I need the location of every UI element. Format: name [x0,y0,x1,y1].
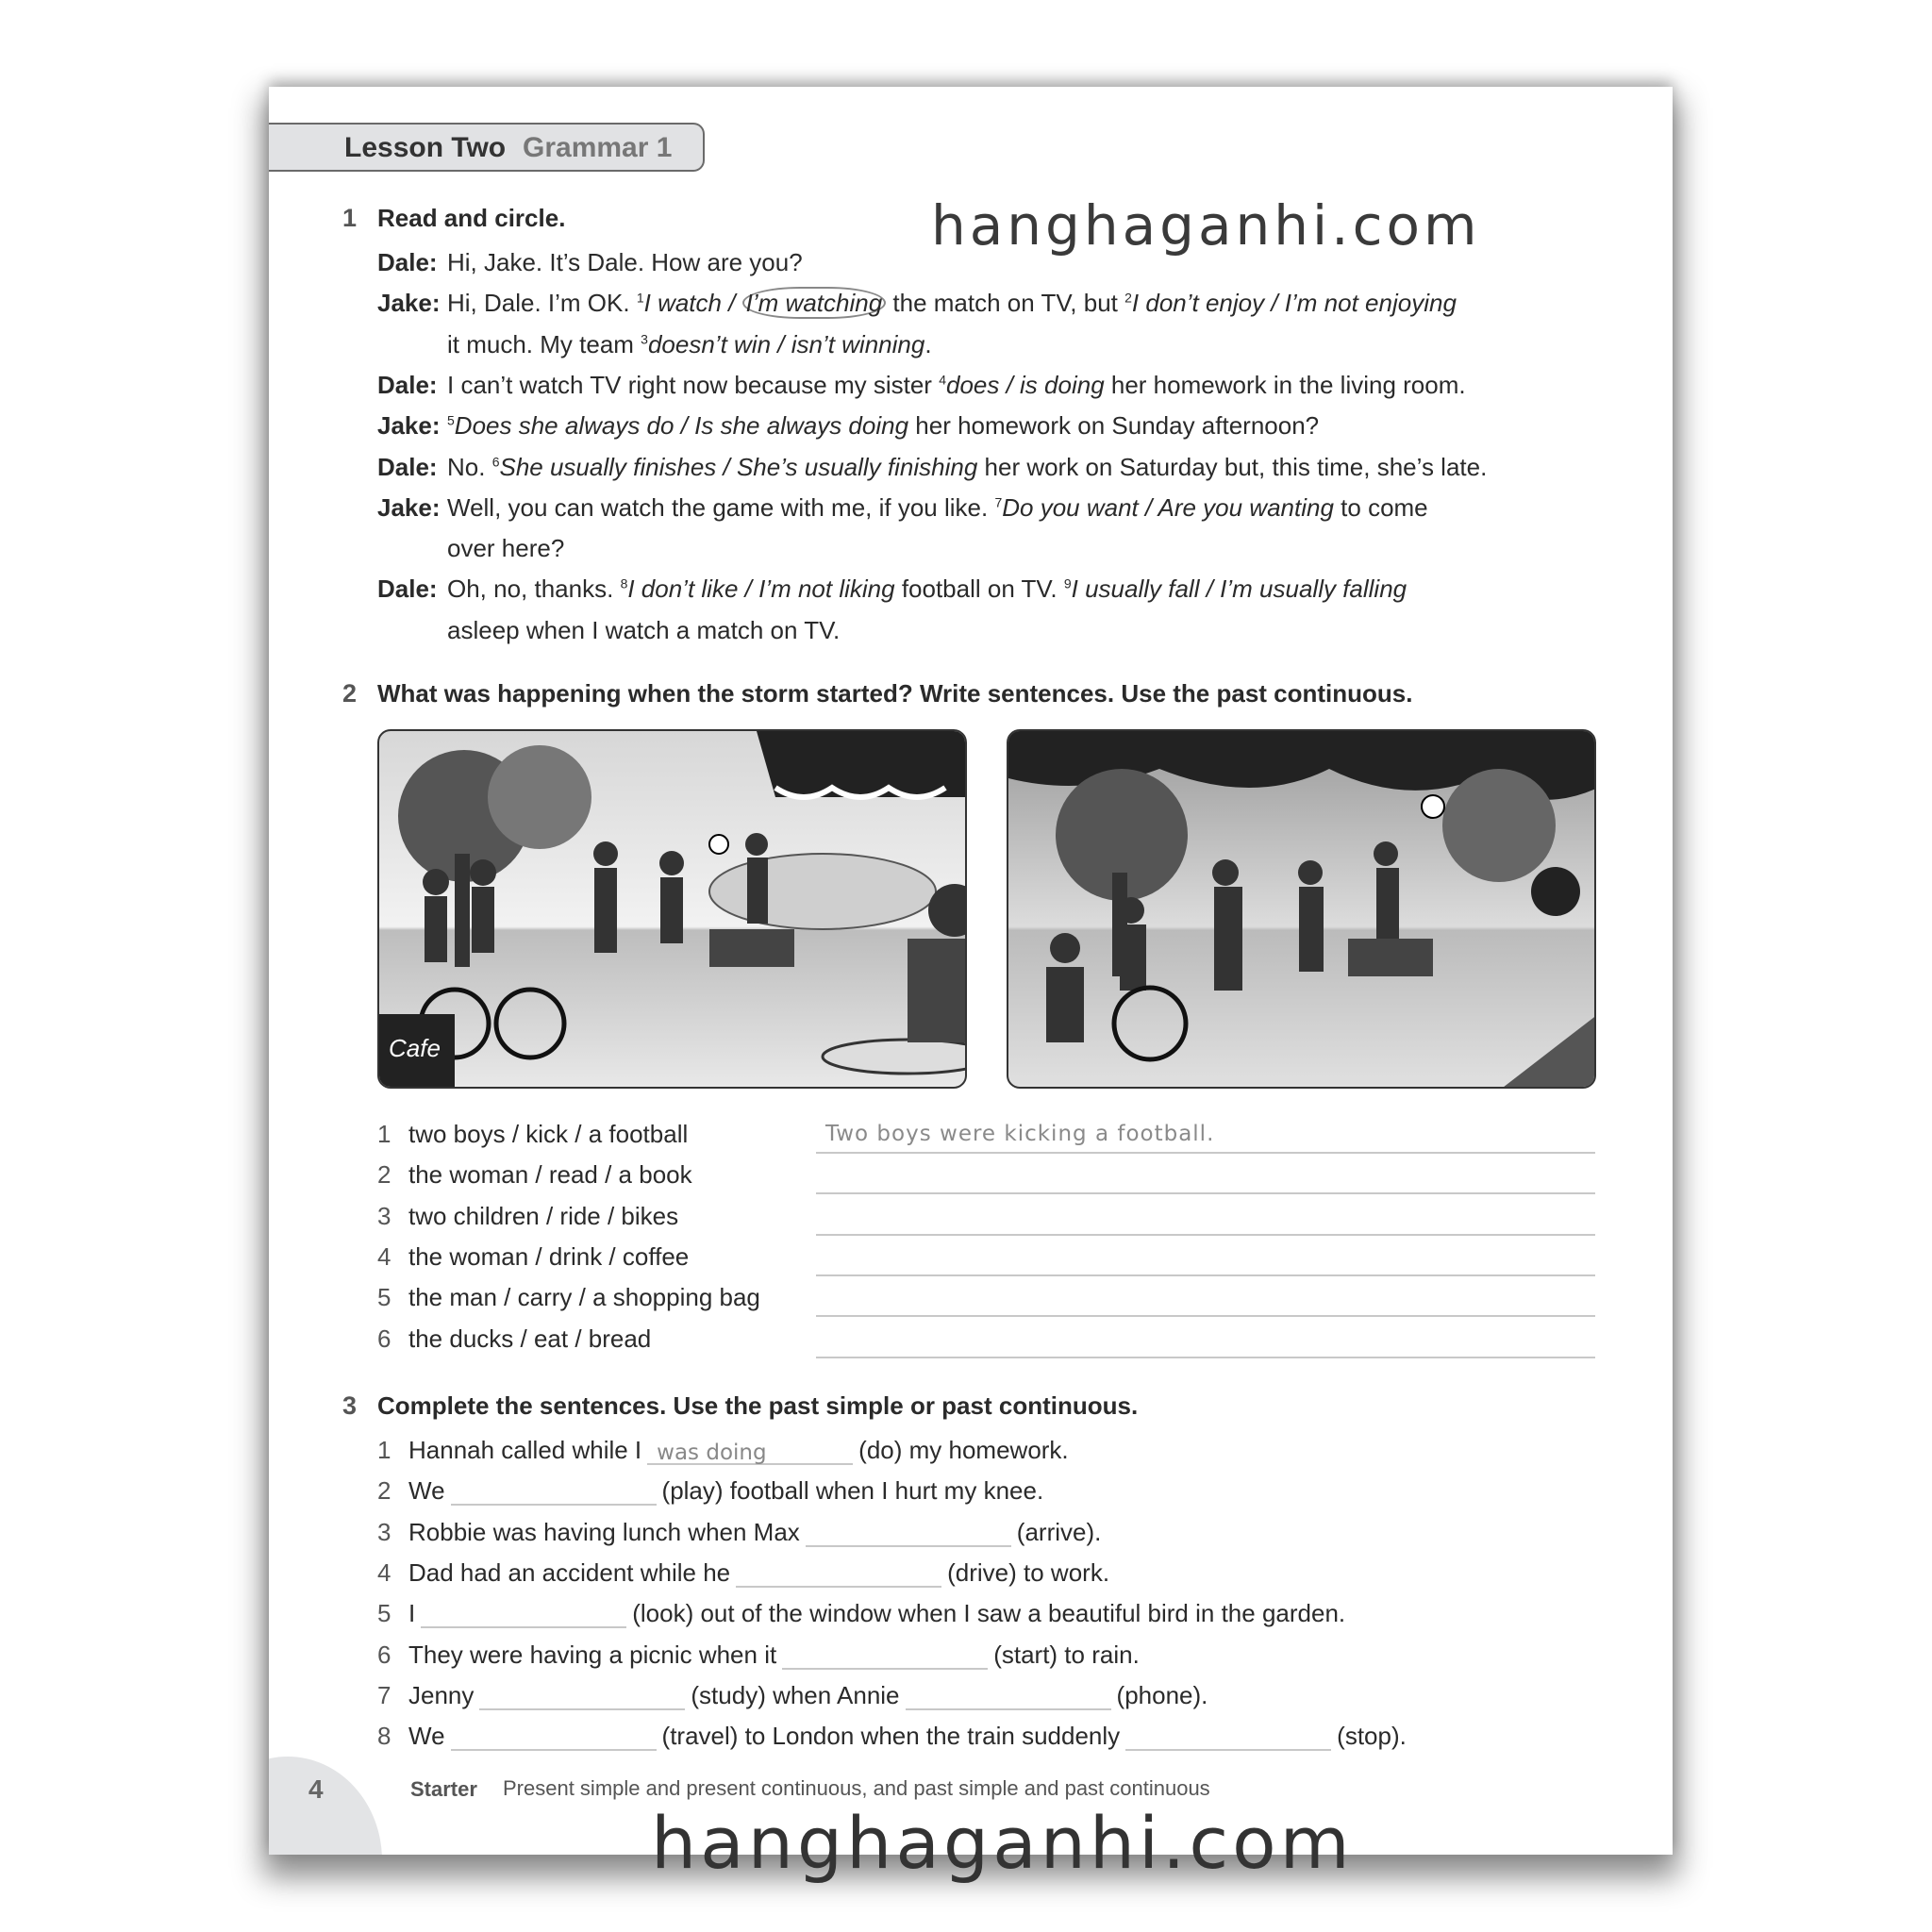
choice-number: 4 [939,372,946,388]
item-prompt: two children / ride / bikes [408,1201,679,1230]
cafe-sign: Cafe [389,1034,441,1062]
choice-option[interactable]: I watch / [643,289,742,318]
dialog-line [447,330,932,359]
choice-number: 1 [636,290,644,306]
item-number: 4 [377,1241,391,1271]
speaker-label: Jake: [377,411,441,441]
sentence-text: (arrive). [1016,1517,1102,1546]
dialog-text: Hi, Dale. I’m OK. [447,289,637,318]
blank-input[interactable] [806,1523,1011,1547]
item-prompt: the man / carry / a shopping bag [408,1283,760,1312]
sentence-text: (do) my homework. [858,1436,1069,1464]
item-number: 3 [377,1517,391,1546]
item-number: 3 [377,1201,391,1230]
page-number: 4 [308,1774,324,1804]
item-number: 1 [377,1436,391,1464]
dialog-line [447,411,1319,441]
dialog-text: to come [1333,492,1428,522]
sentence-text: (phone). [1116,1680,1208,1709]
speaker-label: Dale: [377,575,438,604]
item-prompt: two boys / kick / a football [408,1120,689,1148]
choice-option[interactable]: I don’t enjoy / I’m not enjoying [1131,289,1457,318]
dialog-text: No. [447,452,492,481]
item-number: 7 [377,1680,391,1709]
choice-number: 2 [1124,290,1132,306]
sentence-text: They were having a picnic when it [408,1640,777,1669]
item-prompt: the woman / drink / coffee [408,1241,690,1271]
blank-input[interactable] [421,1604,626,1628]
dialog-text: asleep when I watch a match on TV. [447,615,841,644]
blank-input[interactable] [736,1563,941,1588]
illustration-before-storm [377,729,967,1089]
watermark-bottom: hanghaganhi.com [651,1801,1354,1885]
section-label: Grammar 1 [523,132,673,163]
dialog-text: I can’t watch TV right now because my sister [447,370,940,399]
dialog-line [447,534,564,563]
item-number: 8 [377,1722,391,1751]
dialog-text: Hi, Jake. It’s Dale. How are you? [447,248,803,276]
choice-option[interactable]: I usually fall / I’m usually falling [1071,575,1407,604]
choice-option[interactable]: Do you want / Are you wanting [1002,492,1334,522]
sentence-text: (play) football when I hurt my knee. [661,1476,1044,1506]
exercise-2-number: 2 [342,679,358,708]
sentence-text: (look) out of the window when I saw a beautiful bird in the garden. [632,1599,1346,1628]
dialog-text: her homework on Sunday afternoon? [908,411,1320,441]
lesson-label: Lesson Two [344,132,507,163]
choice-number: 5 [447,412,455,428]
blank-input[interactable] [451,1481,657,1506]
choice-number: 9 [1063,575,1072,591]
dialog-text: her homework in the living room. [1104,370,1466,399]
sentence-text: Robbie was having lunch when Max [408,1517,800,1546]
sentence-text: Hannah called while I [408,1436,642,1464]
blank-input[interactable]: was doing [647,1441,853,1465]
item-number: 6 [377,1324,391,1353]
sentence-text: I [408,1599,416,1628]
choice-number: 8 [620,575,628,591]
speaker-label: Dale: [377,248,438,276]
item-number: 6 [377,1640,391,1669]
speaker-label: Dale: [377,452,438,481]
dialog-text: Oh, no, thanks. [447,575,621,604]
sentence [408,1599,1345,1628]
sentence-text: Dad had an accident while he [408,1557,731,1587]
exercise-3-title: Complete the sentences. Use the past simple or past continuous. [377,1391,1139,1420]
dialog-text: the match on TV, but [886,289,1125,318]
sentence [408,1518,1101,1547]
dialog-text: . [924,329,932,358]
dialog-line [447,371,1466,400]
item-number: 2 [377,1160,391,1190]
dialog-line [447,493,1428,523]
dialog-text: Well, you can watch the game with me, if you like. [447,492,995,522]
sentence-text: (travel) to London when the train suddenly [661,1722,1121,1751]
circled-answer[interactable]: I’m watching [742,287,887,319]
lesson-header-tab [269,123,705,172]
sentence-text: (drive) to work. [947,1557,1110,1587]
item-number: 5 [377,1283,391,1312]
illustration-during-storm [1007,729,1596,1089]
speaker-label: Jake: [377,492,441,522]
choice-option[interactable]: I don’t like / I’m not liking [627,575,895,604]
choice-option[interactable]: She usually finishes / She’s usually finishing [499,452,978,481]
answer-text[interactable]: Two boys were kicking a football. [825,1122,1215,1146]
answer-line[interactable] [816,1315,1595,1317]
dialog-line [447,575,1407,604]
item-number: 1 [377,1120,391,1148]
choice-option[interactable]: doesn’t win / isn’t winning [647,329,925,358]
sentence-text: Jenny [408,1680,475,1709]
blank-input[interactable] [479,1686,685,1710]
blank-input[interactable] [906,1686,1111,1710]
workbook-page [269,87,1673,1855]
choice-number: 7 [994,494,1003,510]
sentence-text: (start) to rain. [993,1640,1140,1669]
sentence-text: (stop). [1337,1722,1407,1751]
dialog-text: football on TV. [894,575,1064,604]
sentence [408,1436,1069,1465]
blank-input[interactable] [451,1726,657,1751]
dialog-line [447,616,840,645]
answer-line[interactable] [816,1357,1595,1358]
dialog-line [447,289,1457,318]
choice-option[interactable]: does / is doing [945,370,1105,399]
sentence [408,1722,1407,1751]
speaker-label: Jake: [377,289,441,318]
dialog-text: her work on Saturday but, this time, she’s late. [977,452,1488,481]
dialog-line [447,248,803,277]
sentence [408,1476,1043,1506]
answer-line[interactable] [816,1192,1595,1194]
page-corner-tab [269,1757,382,1855]
speaker-label: Dale: [377,370,438,399]
sentence-text: We [408,1722,445,1751]
sentence [408,1641,1140,1670]
answer-line[interactable] [816,1274,1595,1276]
answer-line[interactable] [816,1234,1595,1236]
choice-option[interactable]: Does she always do / Is she always doing [454,411,909,441]
footer-unit: Starter [410,1777,477,1801]
item-number: 2 [377,1476,391,1506]
answer-line[interactable] [816,1152,1595,1154]
item-prompt: the ducks / eat / bread [408,1324,652,1353]
dialog-line [447,453,1487,482]
blank-input[interactable] [782,1645,988,1670]
sentence [408,1558,1109,1588]
sentence-text: (study) when Annie [691,1680,900,1709]
footer-topic: Present simple and present continuous, and past simple and past continuous [503,1776,1210,1800]
dialog-text: it much. My team [447,329,641,358]
item-prompt: the woman / read / a book [408,1160,692,1190]
item-number: 4 [377,1557,391,1587]
dialog-text: over here? [447,534,565,563]
exercise-3-number: 3 [342,1391,358,1420]
choice-number: 6 [491,453,500,469]
watermark-top: hanghaganhi.com [931,193,1481,258]
exercise-1-number: 1 [342,204,358,232]
exercise-1-title: Read and circle. [377,204,566,232]
item-number: 5 [377,1599,391,1628]
choice-number: 3 [641,330,648,346]
exercise-2-title: What was happening when the storm started? Write sentences. Use the past continuous. [377,679,1413,708]
sentence [408,1681,1208,1710]
blank-input[interactable] [1125,1726,1331,1751]
sentence-text: We [408,1476,445,1506]
